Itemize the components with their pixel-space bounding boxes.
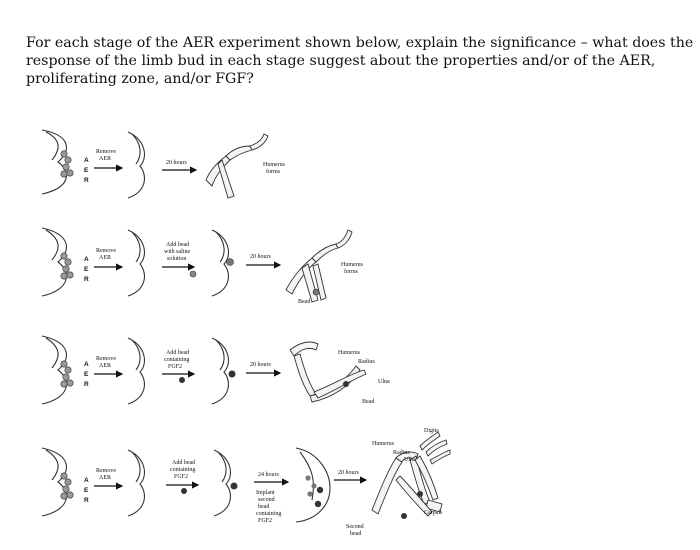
aer-letter-r: R [84,177,89,184]
result-label: Second [346,524,364,530]
aer-vertical-label [84,157,89,184]
aer-letter-e: E [84,371,89,378]
fgf2-bead-icon [181,488,187,494]
step-label: FGF2 [174,474,189,480]
stage-row-1 [42,130,286,198]
bead-icon [231,483,238,490]
bead-icon [313,289,319,295]
result-label: Humerus [341,262,363,268]
step-label: AER [99,475,111,481]
question-line-2: response of the limb bud in each stage suggest about the properties and/or of the AER, [26,53,656,69]
limb-bud-aer-removed [128,450,144,516]
limb-bud-with-bead [212,338,236,404]
limb-bud-with-bead [214,450,238,516]
aer-letter-r: R [84,276,89,283]
bead-icon [227,259,234,266]
saline-bead-icon [190,271,196,277]
step-label: AER [99,255,111,261]
second-bead-icon [401,513,407,519]
result-label: Humerus [263,162,285,168]
result-label: Radius [358,359,375,365]
bead-icon [343,381,349,387]
limb-bud-with-bead [212,230,234,296]
limb-bud-with-aer [42,336,73,404]
limb-bud-with-aer [42,228,73,296]
implant-label: bead [258,504,270,510]
step-label: containing [170,467,196,473]
step-label: AER [99,363,111,369]
step-label: Add bead [166,350,190,356]
aer-letter-a: A [84,256,89,263]
step-label: Add bead [172,460,196,466]
aer-letter-e: E [84,167,89,174]
step-label: 20 hours [250,254,271,260]
bead-icon [417,491,423,497]
limb-bud-aer-removed [128,132,144,198]
aer-vertical-label [84,256,89,283]
aer-letter-r: R [84,381,89,388]
step-label: AER [99,156,111,162]
step-label: solution [167,256,187,262]
aer-letter-a: A [84,157,89,164]
limb-bud-with-aer [42,448,73,516]
implant-label: Implant [256,490,275,496]
fgf2-bead-icon [179,377,185,383]
implant-label: second [258,497,275,503]
limb-bud-with-aer [42,130,73,194]
step-label: Remove [96,356,116,362]
result-label: Ulna [404,457,416,463]
stage-row-4 [42,428,450,537]
step-label: 20 hours [338,470,359,476]
step-label: 20 hours [166,160,187,166]
result-label: Radius [393,450,410,456]
aer-letter-e: E [84,487,89,494]
step-label: 20 hours [250,362,271,368]
bead-icon [317,487,323,493]
result-label: Ulna [378,379,390,385]
bead-icon [229,371,236,378]
stage-row-3 [42,336,390,405]
step-label: FGF2 [168,364,183,370]
result-label: Humerus [372,441,394,447]
result-label: bead [350,531,362,537]
implant-label: FGF2 [258,518,273,524]
step-label: Add bead [166,242,190,248]
outgrowing-limb-bud [296,448,330,522]
result-label: Humerus [338,350,360,356]
result-label: Carpals [424,510,443,516]
result-label: Digits [424,428,439,434]
aer-letter-a: A [84,361,89,368]
implant-label: containing [256,511,282,517]
aer-letter-e: E [84,266,89,273]
step-label: 24 hours [258,472,279,478]
question-line-3: proliferating zone, and/or FGF? [26,71,254,87]
aer-vertical-label [84,361,89,388]
second-bead-icon [315,501,321,507]
step-label: containing [164,357,190,363]
question-line-1: For each stage of the AER experiment shown below, explain the significance – what does the [26,35,694,51]
step-label: Remove [96,248,116,254]
step-label: with saline [164,249,191,255]
limb-bud-aer-removed [128,338,144,404]
result-label: forms [344,269,358,275]
limb-bud-aer-removed [128,230,144,296]
aer-letter-r: R [84,497,89,504]
aer-vertical-label [84,477,89,504]
result-label: forms [266,169,280,175]
truncated-limb-skeleton [206,134,268,198]
stage-row-2 [42,228,364,305]
aer-letter-a: A [84,477,89,484]
step-label: Remove [96,468,116,474]
step-label: Remove [96,149,116,155]
result-label: Bead [362,399,375,405]
bead-label: Bead [298,299,311,305]
